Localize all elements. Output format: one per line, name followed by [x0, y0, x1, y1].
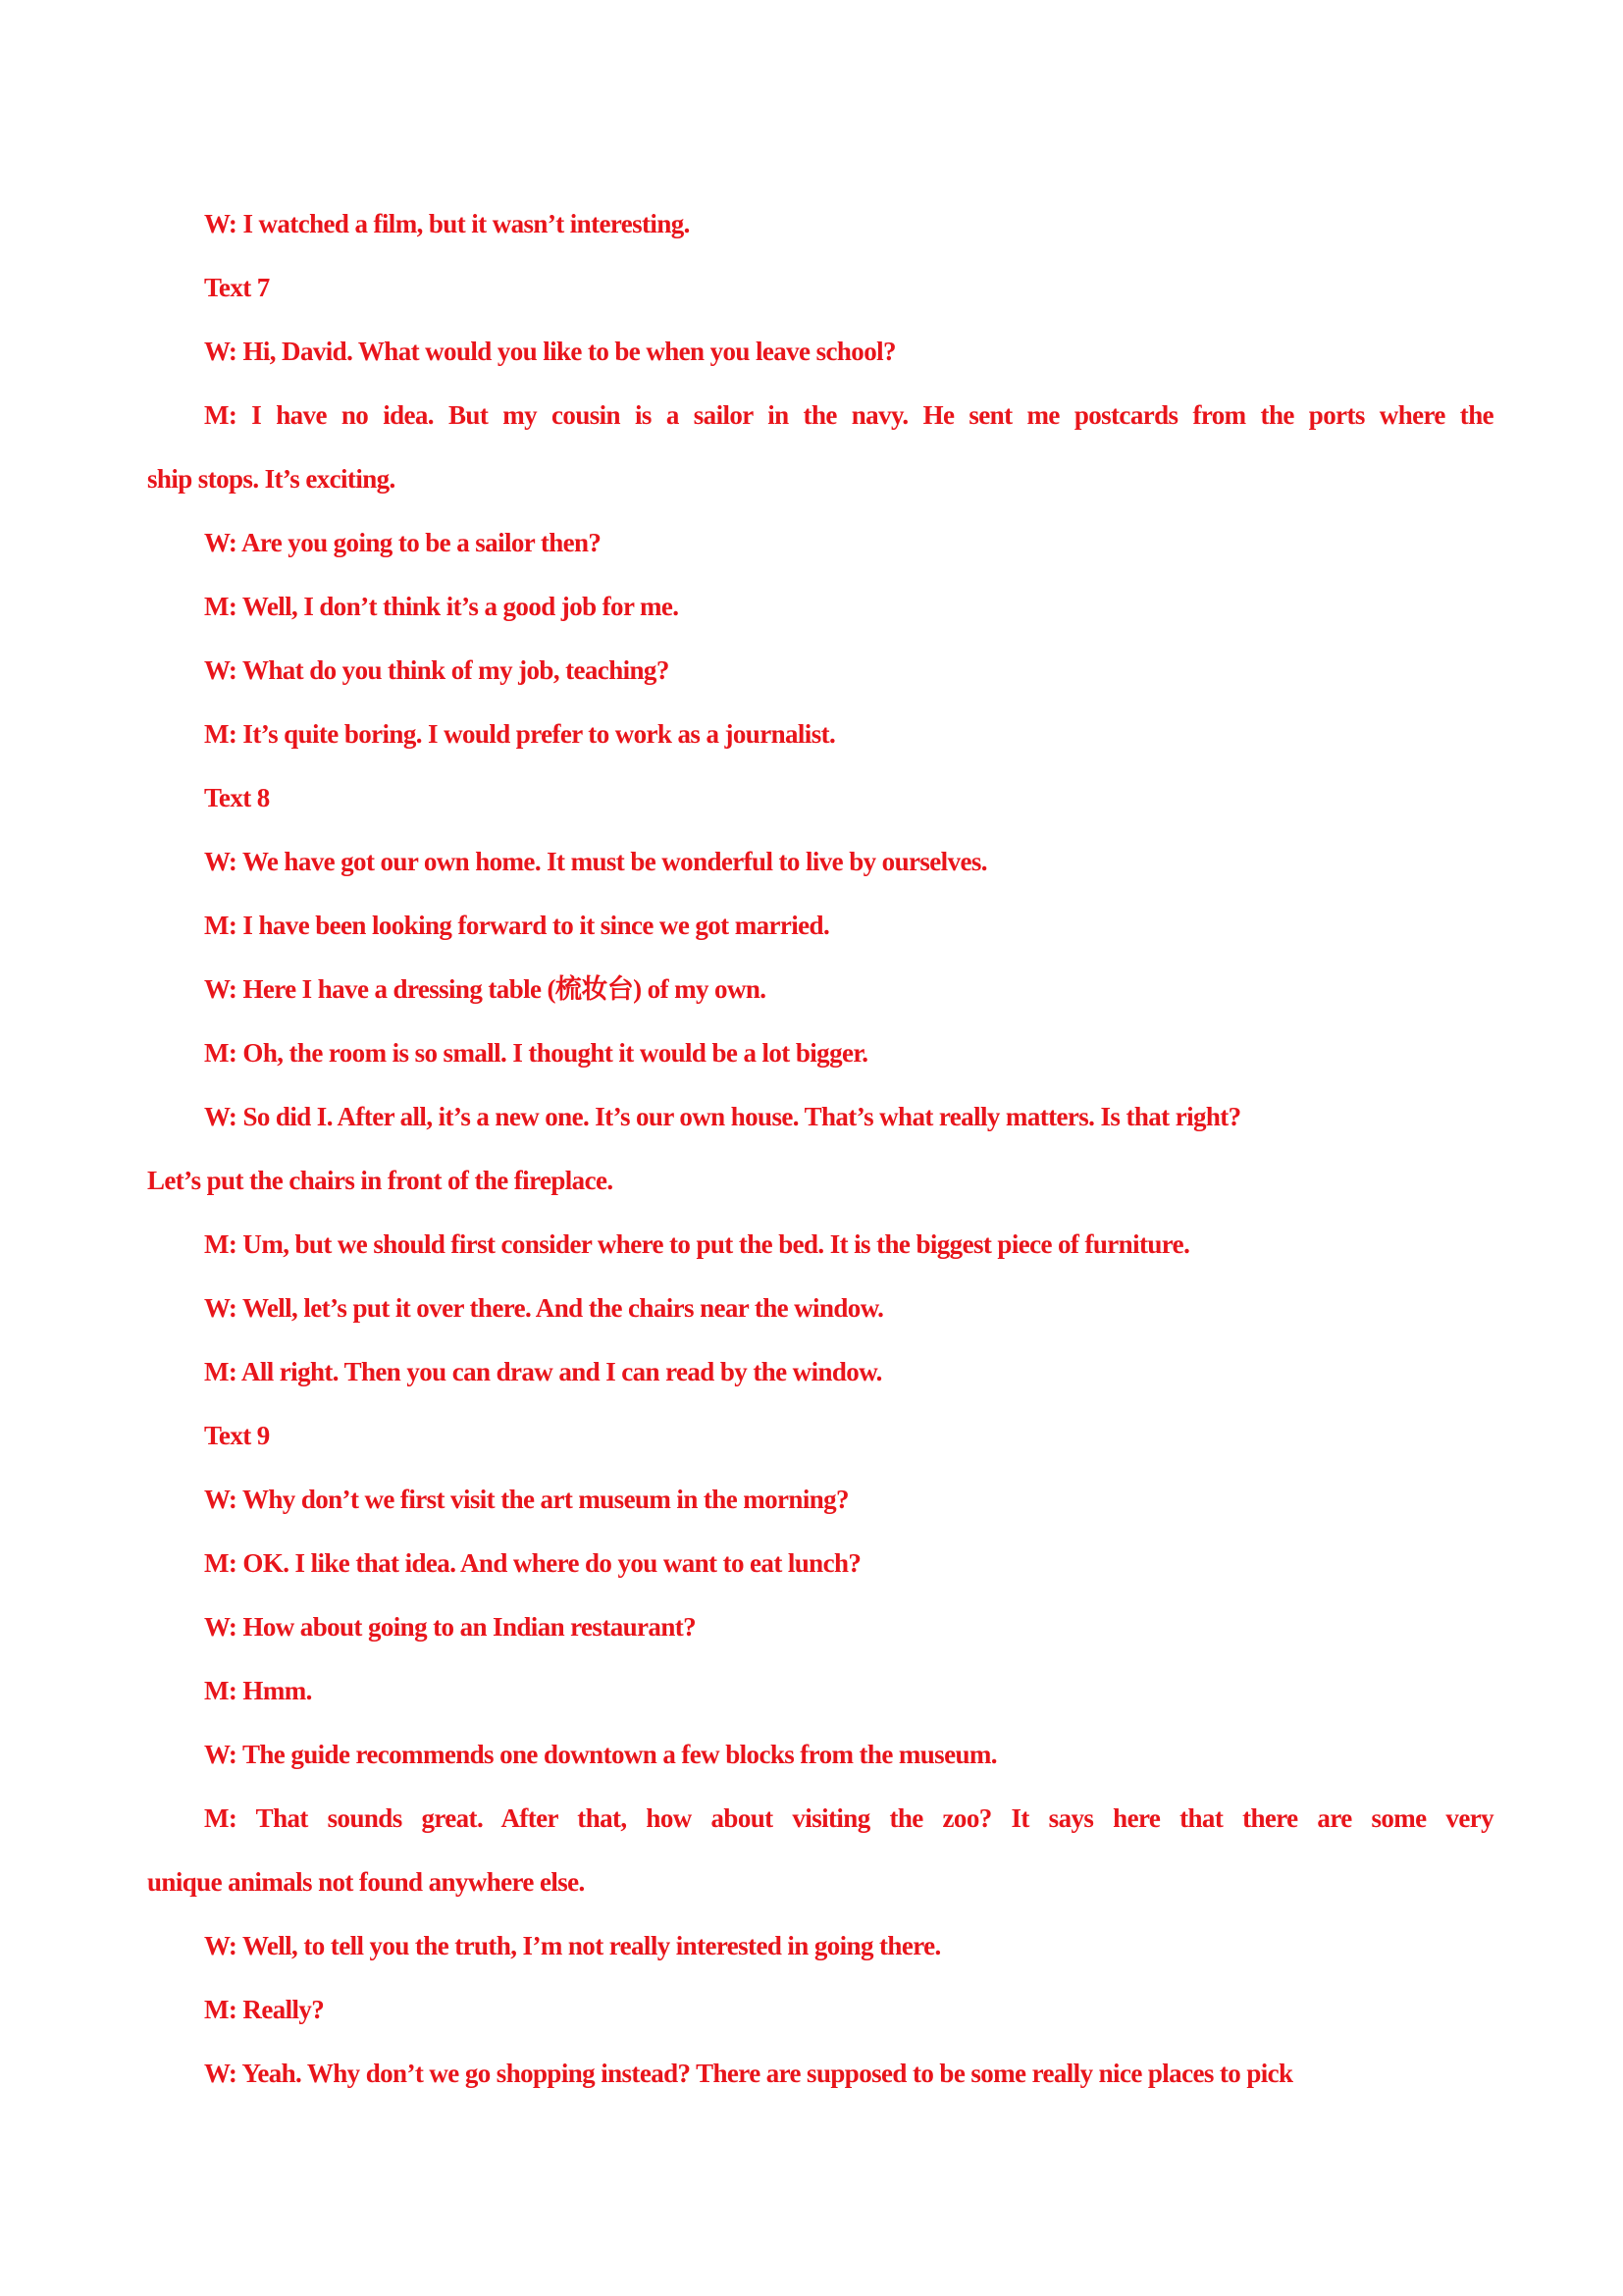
dialogue-paragraph: [147, 1101, 1493, 1196]
dialogue-line-continuation: ship stops. It’s exciting.: [147, 464, 395, 494]
dialogue-line: W: I watched a film, but it wasn’t interesting.: [204, 209, 690, 238]
dialogue-line: W: How about going to an Indian restaurant?: [204, 1612, 697, 1642]
dialogue-line: W: Are you going to be a sailor then?: [204, 528, 602, 557]
dialogue-line: M: OK. I like that idea. And where do you want to eat lunch?: [204, 1548, 862, 1578]
dialogue-line-continuation: unique animals not found anywhere else.: [147, 1867, 585, 1897]
dialogue-line: W: Here I have a dressing table (梳妆台) of my own.: [204, 974, 766, 1004]
dialogue-line: W: Hi, David. What would you like to be when you leave school?: [204, 337, 896, 366]
dialogue-line: W: Why don’t we first visit the art museum in the morning?: [204, 1485, 849, 1514]
dialogue-line: M: All right. Then you can draw and I can read by the window.: [204, 1357, 882, 1386]
dialogue-line: W: Yeah. Why don’t we go shopping instead? There are supposed to be some really nice places to pick: [204, 2059, 1293, 2088]
dialogue-line: M: I have been looking forward to it since we got married.: [204, 911, 830, 940]
dialogue-line: W: Well, to tell you the truth, I’m not really interested in going there.: [204, 1931, 941, 1960]
section-heading: Text 9: [204, 1421, 270, 1450]
dialogue-line: M: It’s quite boring. I would prefer to work as a journalist.: [204, 719, 836, 749]
section-heading: Text 8: [204, 783, 270, 812]
dialogue-line: M: I have no idea. But my cousin is a sailor in the navy. He sent me postcards from the ports where the: [204, 400, 1493, 430]
dialogue-transcript: [147, 208, 1493, 2121]
dialogue-line: W: The guide recommends one downtown a few blocks from the museum.: [204, 1740, 997, 1769]
section-heading: Text 7: [204, 273, 270, 302]
dialogue-line: M: That sounds great. After that, how about visiting the zoo? It says here that there are some very: [204, 1803, 1493, 1833]
dialogue-line: M: Hmm.: [204, 1676, 312, 1705]
dialogue-paragraph: [147, 399, 1493, 495]
dialogue-line: W: What do you think of my job, teaching?: [204, 655, 669, 685]
dialogue-line: W: We have got our own home. It must be wonderful to live by ourselves.: [204, 847, 987, 876]
dialogue-line-continuation: Let’s put the chairs in front of the fireplace.: [147, 1166, 613, 1195]
dialogue-line: M: Really?: [204, 1995, 325, 2024]
dialogue-line: M: Well, I don’t think it’s a good job for me.: [204, 592, 679, 621]
dialogue-line: M: Oh, the room is so small. I thought it would be a lot bigger.: [204, 1038, 868, 1068]
dialogue-line: M: Um, but we should first consider where to put the bed. It is the biggest piece of furniture.: [204, 1229, 1190, 1259]
dialogue-line: W: Well, let’s put it over there. And the chairs near the window.: [204, 1293, 884, 1323]
dialogue-line: W: So did I. After all, it’s a new one. It’s our own house. That’s what really matters. Is that right?: [204, 1102, 1241, 1131]
dialogue-paragraph: [147, 1802, 1493, 1898]
